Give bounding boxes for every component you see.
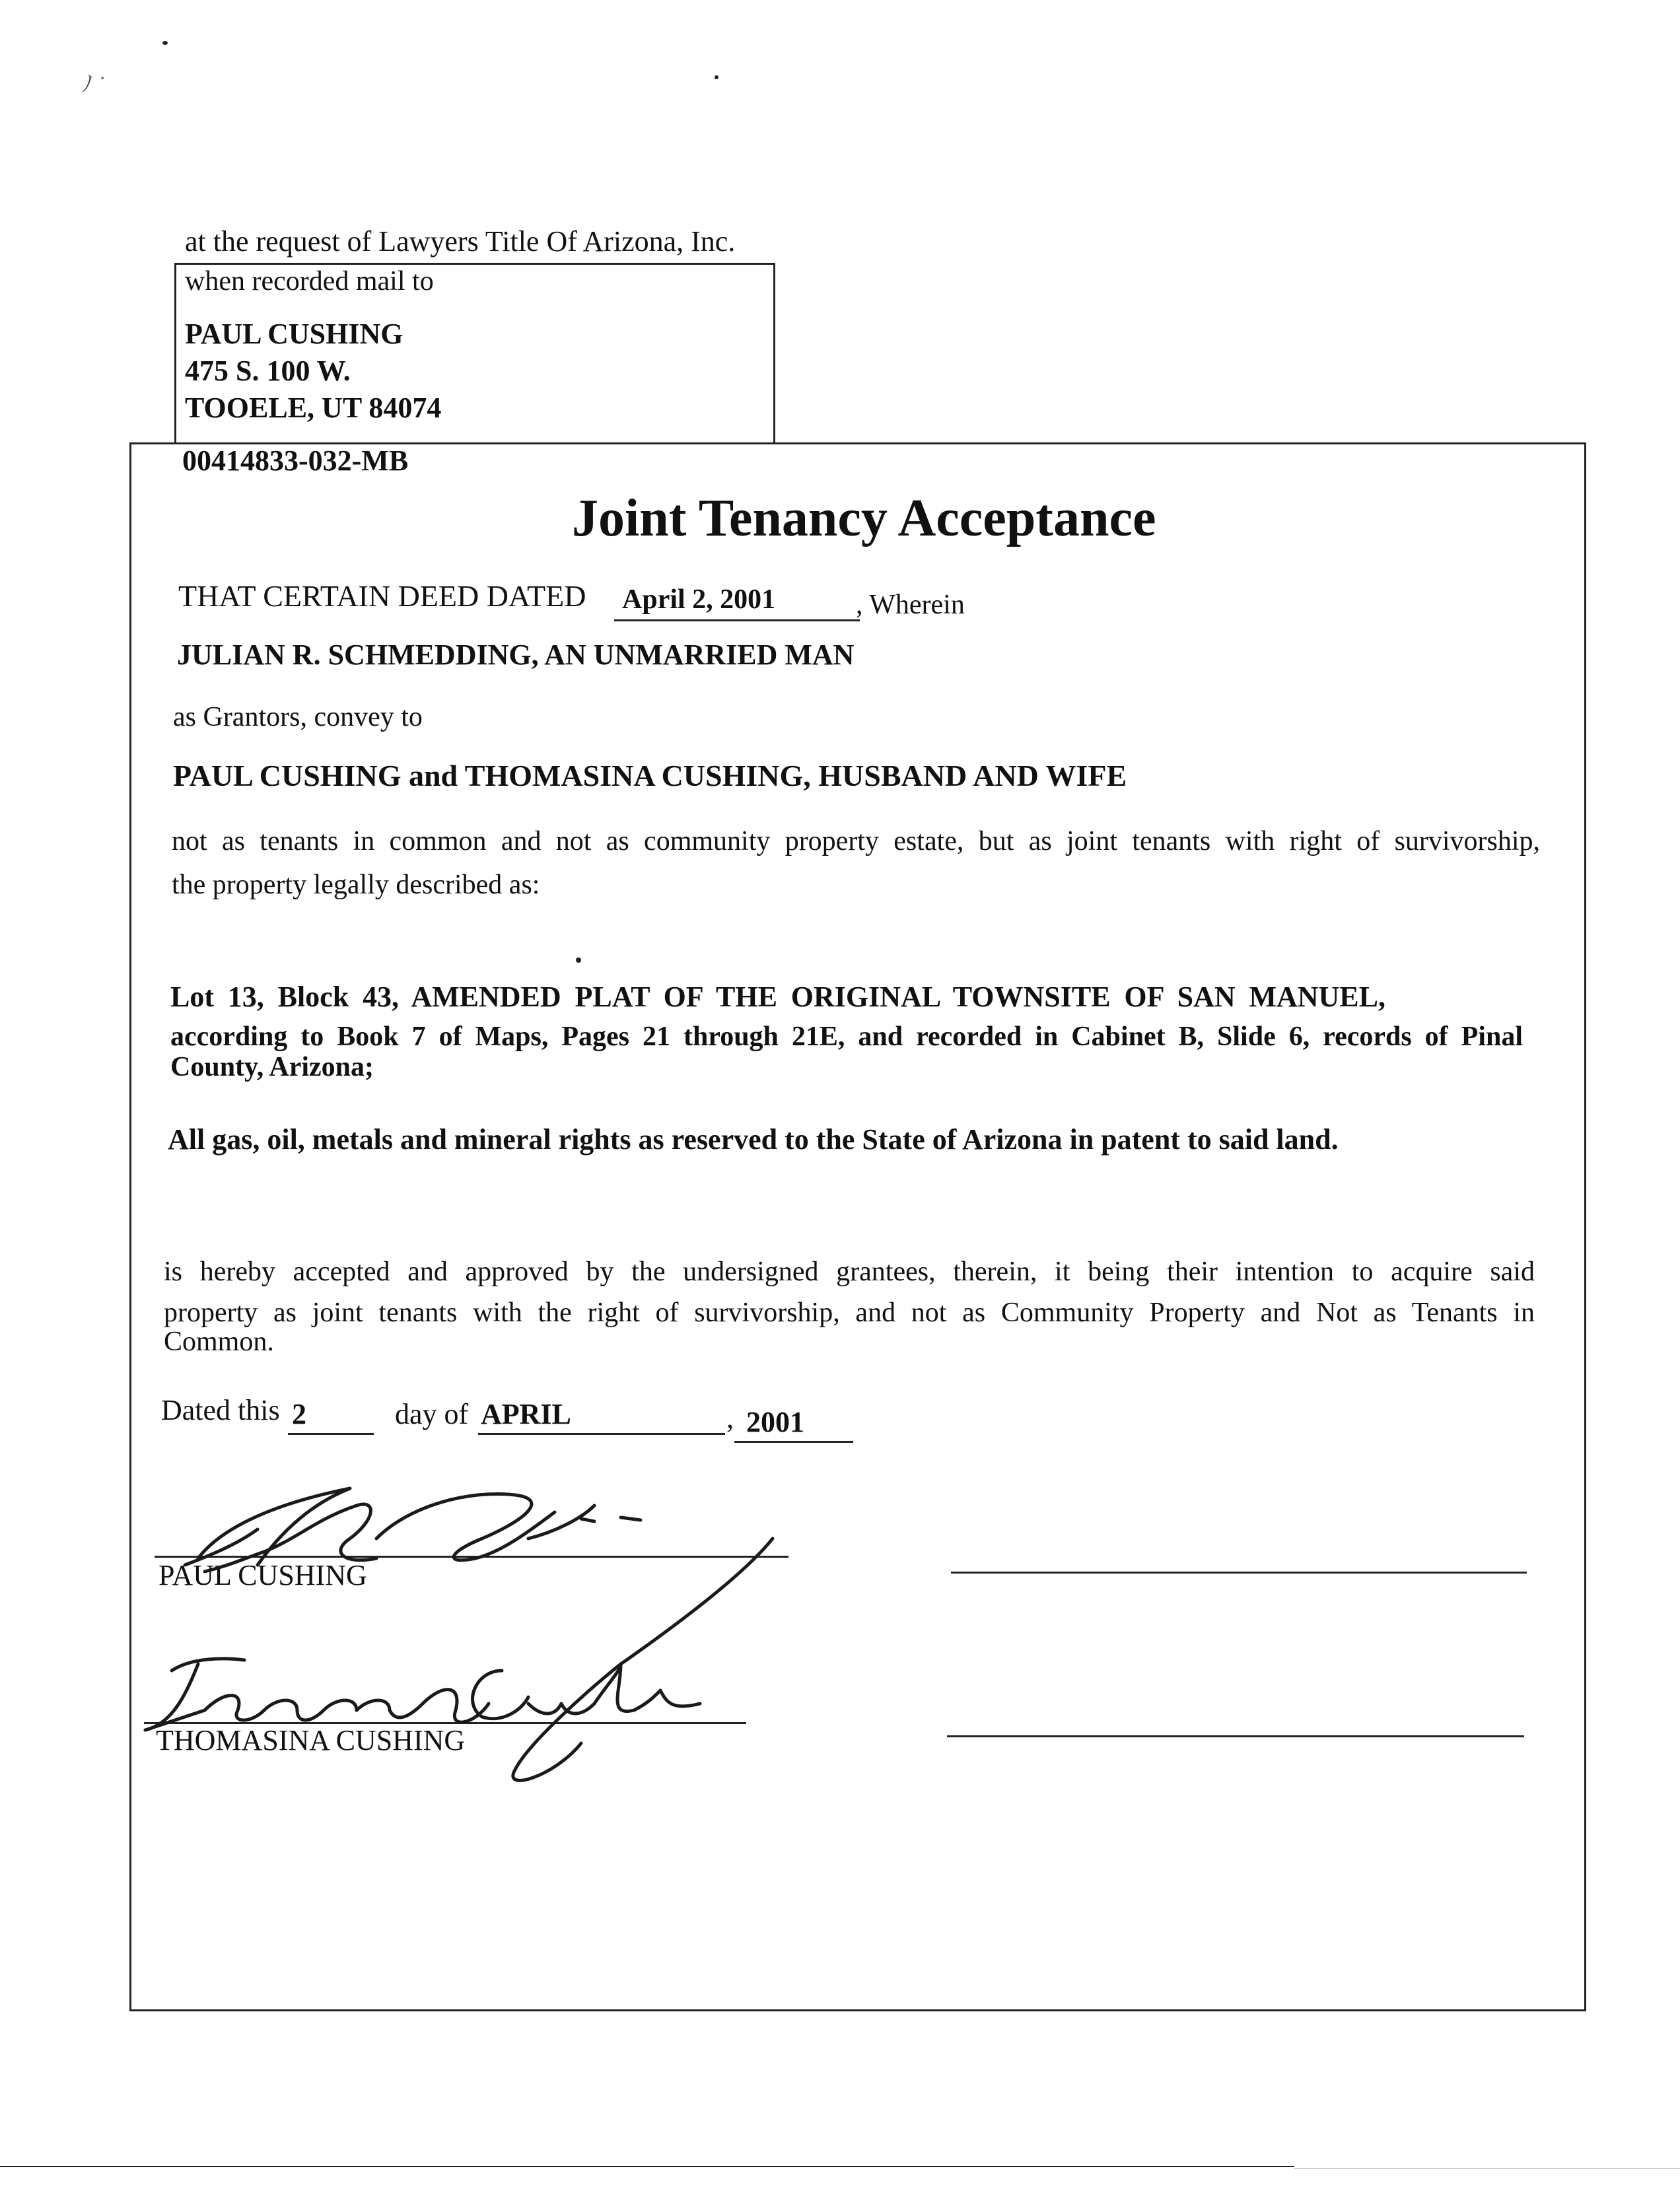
signer-name-paul: PAUL CUSHING [158,1559,367,1591]
signature-line-right-1 [951,1572,1527,1574]
thomasina-cushing-signature [132,1644,713,1776]
legal-description-line-1: Lot 13, Block 43, AMENDED PLAT OF THE ORIGINAL TOWNSITE OF SAN MANUEL, [170,981,1385,1013]
legal-description-line-2: according to Book 7 of Maps, Pages 21 through 21E, and recorded in Cabinet B, Slide 6, records of Pinal [170,1022,1523,1052]
dated-day-underline [288,1433,374,1435]
signature-line-right-2 [947,1735,1524,1737]
footer-rule [0,2166,1294,2167]
document-title: Joint Tenancy Acceptance [572,489,1156,547]
request-line: at the request of Lawyers Title Of Arizona, Inc. [185,225,736,258]
mail-label: when recorded mail to [185,266,434,296]
deed-date-underline [614,619,860,621]
deed-suffix: , Wherein [856,590,965,620]
convey-text: as Grantors, convey to [173,702,423,732]
dated-comma: , [726,1402,734,1434]
scan-speck [162,41,168,45]
dated-day: 2 [292,1398,306,1430]
mineral-rights: All gas, oil, metals and mineral rights as reserved to the State of Arizona in patent to said land. [168,1123,1339,1156]
deed-date: April 2, 2001 [622,584,776,615]
scan-mark: ﾉ ˙ [82,73,106,97]
grantee-names: PAUL CUSHING and THOMASINA CUSHING, HUSBAND AND WIFE [173,759,1127,792]
dated-month: APRIL [481,1398,571,1430]
grantor-name: JULIAN R. SCHMEDDING, AN UNMARRIED MAN [177,639,855,671]
tenancy-line-1: not as tenants in common and not as community property estate, but as joint tenants with right of survivorship, [172,826,1540,856]
dated-prefix: Dated this [161,1394,280,1426]
dated-month-underline [478,1433,725,1435]
dated-day-of: day of [395,1398,469,1430]
file-number: 00414833-032-MB [182,444,409,477]
acceptance-line-2: property as joint tenants with the right of survivorship, and not as Community Property and Not as Tenants in [164,1298,1535,1328]
dated-year: 2001 [746,1406,804,1438]
signer-name-thomasina: THOMASINA CUSHING [156,1724,466,1756]
dated-year-underline [734,1441,853,1443]
legal-description-line-3: County, Arizona; [170,1052,374,1082]
acceptance-line-1: is hereby accepted and approved by the undersigned grantees, therein, it being their intention to acquire said [164,1257,1535,1287]
deed-prefix: THAT CERTAIN DEED DATED [178,579,586,613]
scan-speck [576,957,581,963]
mail-city: TOOELE, UT 84074 [185,392,442,424]
tenancy-line-2: the property legally described as: [172,870,540,900]
mail-street: 475 S. 100 W. [185,355,351,387]
acceptance-line-3: Common. [164,1327,274,1357]
scan-speck [715,75,718,79]
mail-name: PAUL CUSHING [185,318,403,350]
